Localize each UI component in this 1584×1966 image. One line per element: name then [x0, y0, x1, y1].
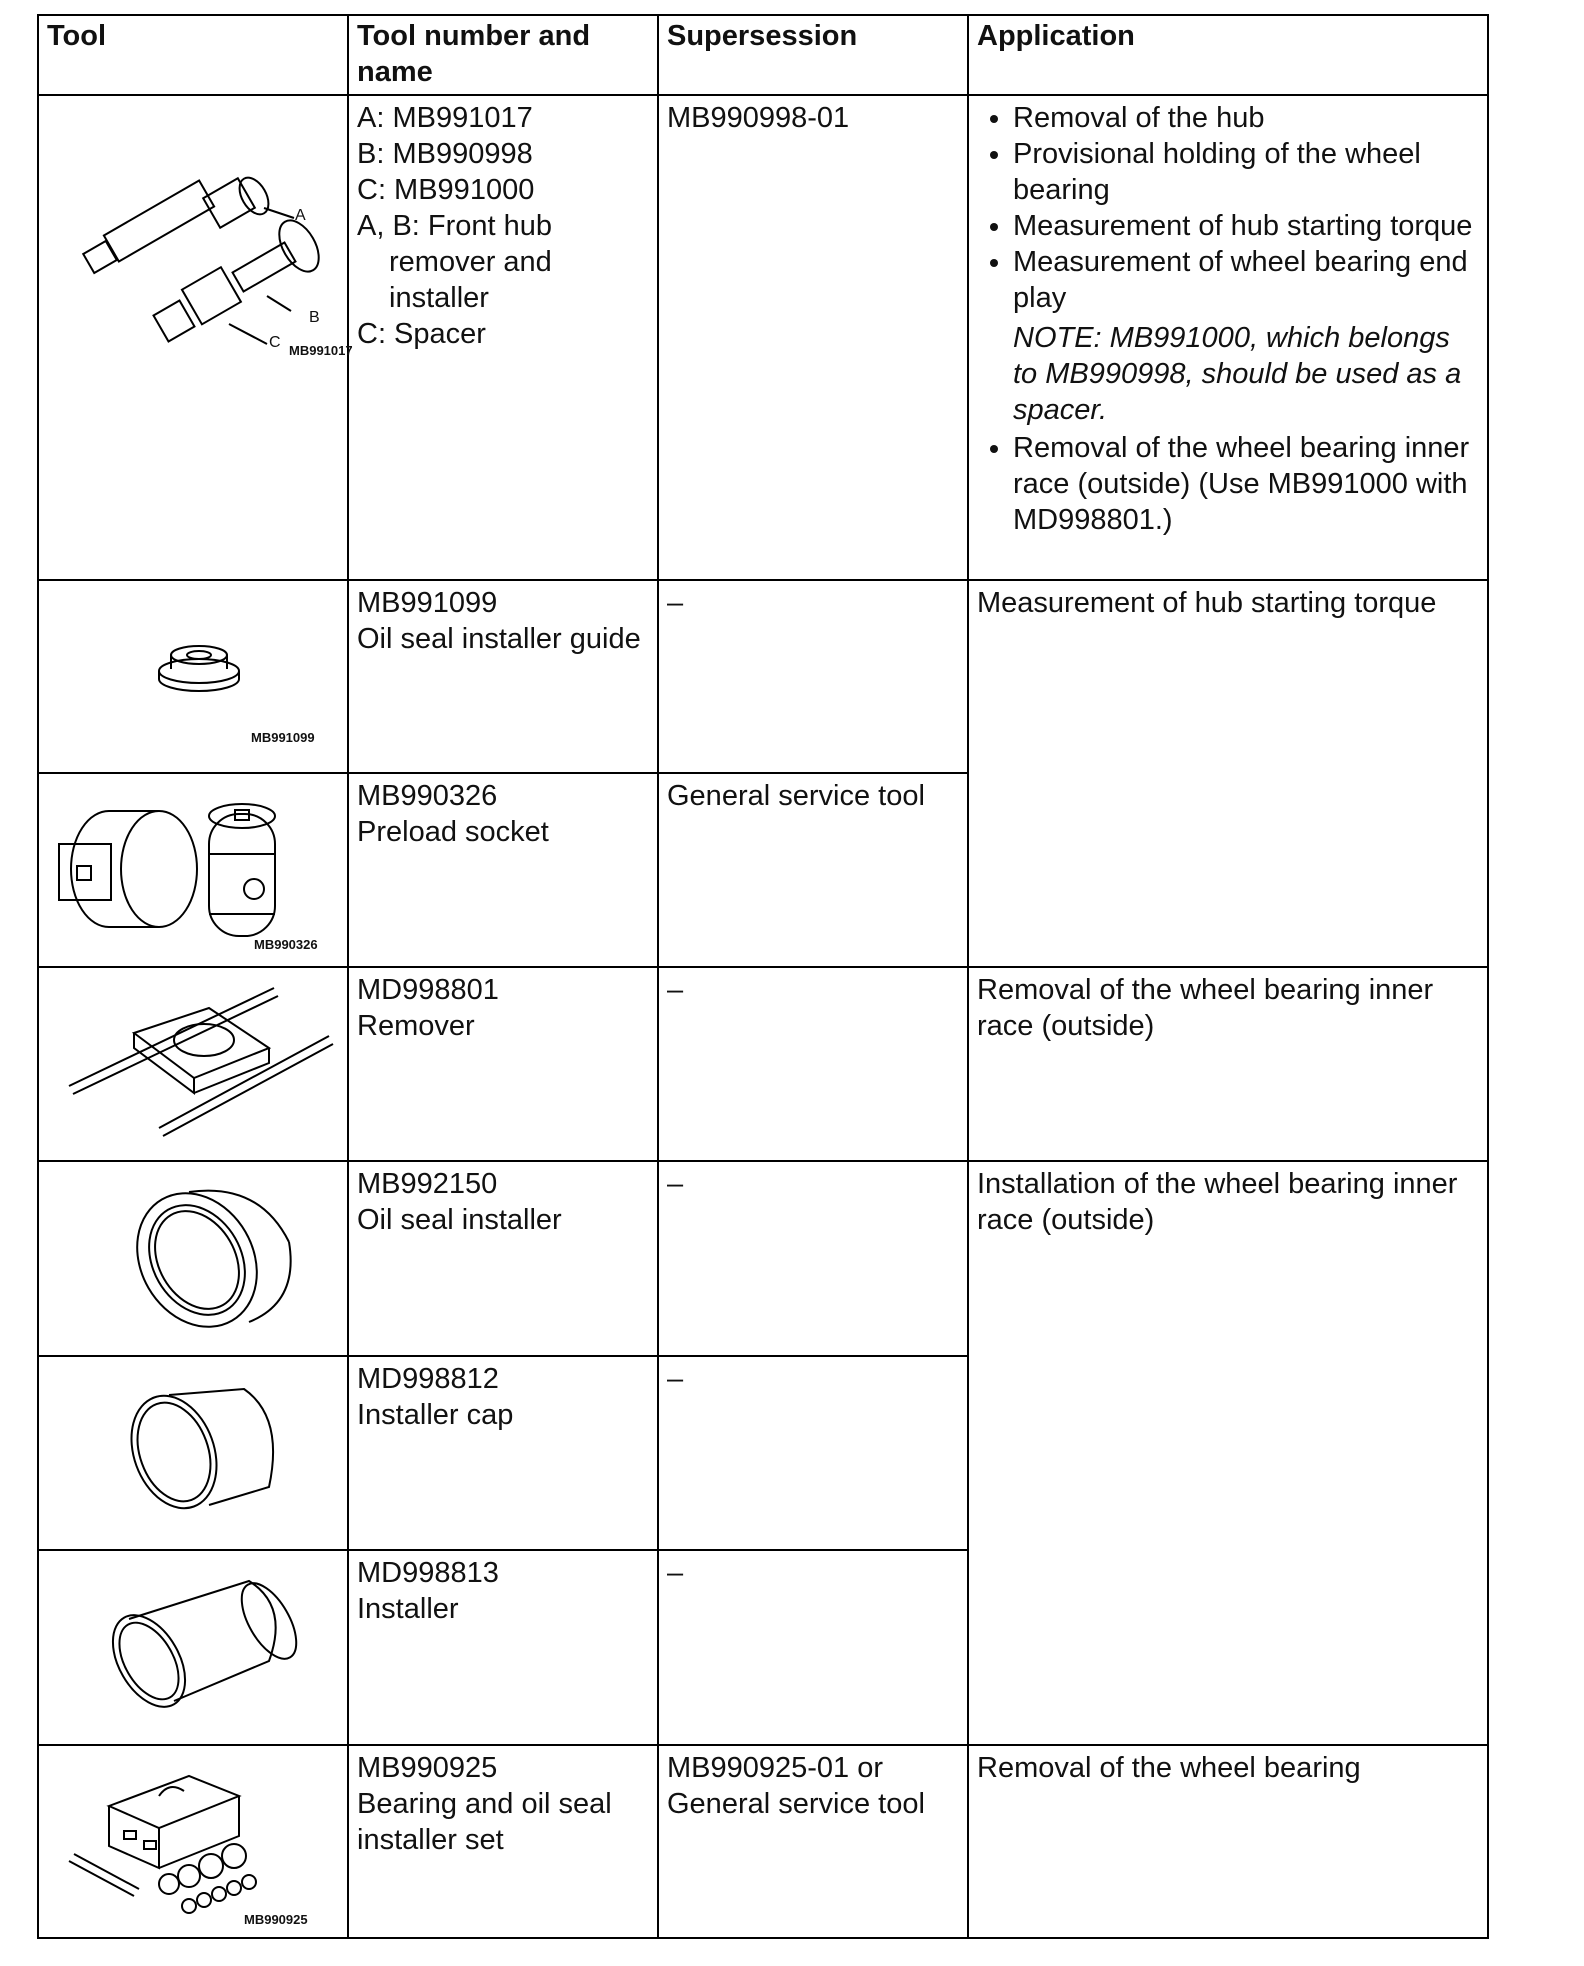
table-row: [38, 580, 1488, 773]
supersession-line: General service tool: [667, 1788, 925, 1820]
tool-name: Oil seal installer: [357, 1204, 562, 1236]
header-tool-number: Tool number and name: [348, 15, 658, 95]
application-list: [977, 100, 1479, 316]
application-cell: Removal of the wheel bearing inner race (outside): [968, 967, 1488, 1161]
tool-number-cell: [348, 773, 658, 967]
tool-image-label: MB990925: [244, 1912, 308, 1927]
tool-number-line: installer: [389, 282, 489, 314]
oil-seal-guide-illustration: [39, 581, 349, 774]
tool-number: MB992150: [357, 1168, 498, 1200]
table-header-row: [38, 15, 1488, 95]
application-cell: Installation of the wheel bearing inner race (outside): [968, 1161, 1488, 1745]
tool-number-cell: [348, 1161, 658, 1356]
tool-image-label: MB990326: [254, 937, 318, 952]
application-list: [977, 430, 1479, 538]
tool-number-cell: [348, 1745, 658, 1938]
application-item: • Removal of the hub: [1013, 100, 1479, 136]
callout-b: B: [309, 309, 320, 326]
hub-remover-illustration: [39, 96, 349, 581]
tool-name: Preload socket: [357, 816, 549, 848]
application-item: • Measurement of wheel bearing end play: [1013, 244, 1479, 316]
application-cell: Removal of the wheel bearing: [968, 1745, 1488, 1938]
supersession-cell: –: [658, 1161, 968, 1356]
supersession-cell: –: [658, 1356, 968, 1550]
tool-number: MB991099: [357, 587, 498, 619]
header-application: Application: [968, 15, 1488, 95]
installer-cap-illustration: [39, 1357, 349, 1551]
tool-name: Oil seal installer guide: [357, 623, 641, 655]
application-item: • Removal of the wheel bearing inner race (outside) (Use MB991000 with MD998801.): [1013, 430, 1479, 538]
tool-image-cell: [38, 1161, 348, 1356]
tool-number-line: C: MB991000: [357, 174, 535, 206]
table-row: [38, 1161, 1488, 1356]
application-note: NOTE: MB991000, which belongs to MB990998, should be used as a spacer.: [1013, 322, 1462, 426]
tool-image-cell: [38, 1356, 348, 1550]
supersession-cell: –: [658, 967, 968, 1161]
tool-name: Installer: [357, 1593, 459, 1625]
tool-image-cell: [38, 1745, 348, 1938]
tool-image-cell: [38, 773, 348, 967]
supersession-line: MB990925-01 or: [667, 1752, 884, 1784]
callout-c: C: [269, 334, 281, 351]
supersession-cell: MB990998-01: [658, 95, 968, 580]
tool-image-label: MB991099: [251, 730, 315, 745]
tool-number-line: C: Spacer: [357, 318, 486, 350]
tool-number-cell: [348, 1550, 658, 1745]
installer-set-illustration: [39, 1746, 349, 1939]
supersession-cell: –: [658, 1550, 968, 1745]
tool-number-cell: [348, 95, 658, 580]
table-row: [38, 95, 1488, 580]
special-tools-table: [37, 14, 1489, 1939]
remover-illustration: [39, 968, 349, 1162]
table-row: [38, 967, 1488, 1161]
table-row: [38, 1745, 1488, 1938]
application-item: • Measurement of hub starting torque: [1013, 208, 1479, 244]
tool-number-line: B: MB990998: [357, 138, 533, 170]
tool-image-cell: [38, 580, 348, 773]
header-supersession: Supersession: [658, 15, 968, 95]
tool-number: MD998801: [357, 974, 499, 1006]
tool-name: Remover: [357, 1010, 475, 1042]
application-cell: Measurement of hub starting torque: [968, 580, 1488, 967]
oil-seal-installer-illustration: [39, 1162, 349, 1357]
tool-number: MB990326: [357, 780, 498, 812]
installer-illustration: [39, 1551, 349, 1746]
tool-number: MB990925: [357, 1752, 498, 1784]
tool-image-cell: [38, 1550, 348, 1745]
tool-image-cell: [38, 95, 353, 580]
application-item: • Provisional holding of the wheel bearing: [1013, 136, 1479, 208]
tool-number-cell: [348, 580, 658, 773]
tool-number-line: A, B: Front hub: [357, 210, 553, 242]
tool-name: Installer cap: [357, 1399, 514, 1431]
tool-name: Bearing and oil seal installer set: [357, 1788, 612, 1856]
tool-number-cell: [348, 967, 658, 1161]
callout-a: A: [295, 207, 306, 224]
tool-image-label: MB991017: [289, 343, 353, 358]
tool-number-line: remover and: [389, 246, 552, 278]
supersession-cell: General service tool: [658, 773, 968, 967]
supersession-cell: –: [658, 580, 968, 773]
application-cell: [968, 95, 1488, 580]
tool-number-line: A: MB991017: [357, 102, 533, 134]
supersession-cell: [658, 1745, 968, 1938]
header-tool: Tool: [38, 15, 348, 95]
tool-number-cell: [348, 1356, 658, 1550]
tool-image-cell: [38, 967, 348, 1161]
tool-number: MD998812: [357, 1363, 499, 1395]
tool-number: MD998813: [357, 1557, 499, 1589]
